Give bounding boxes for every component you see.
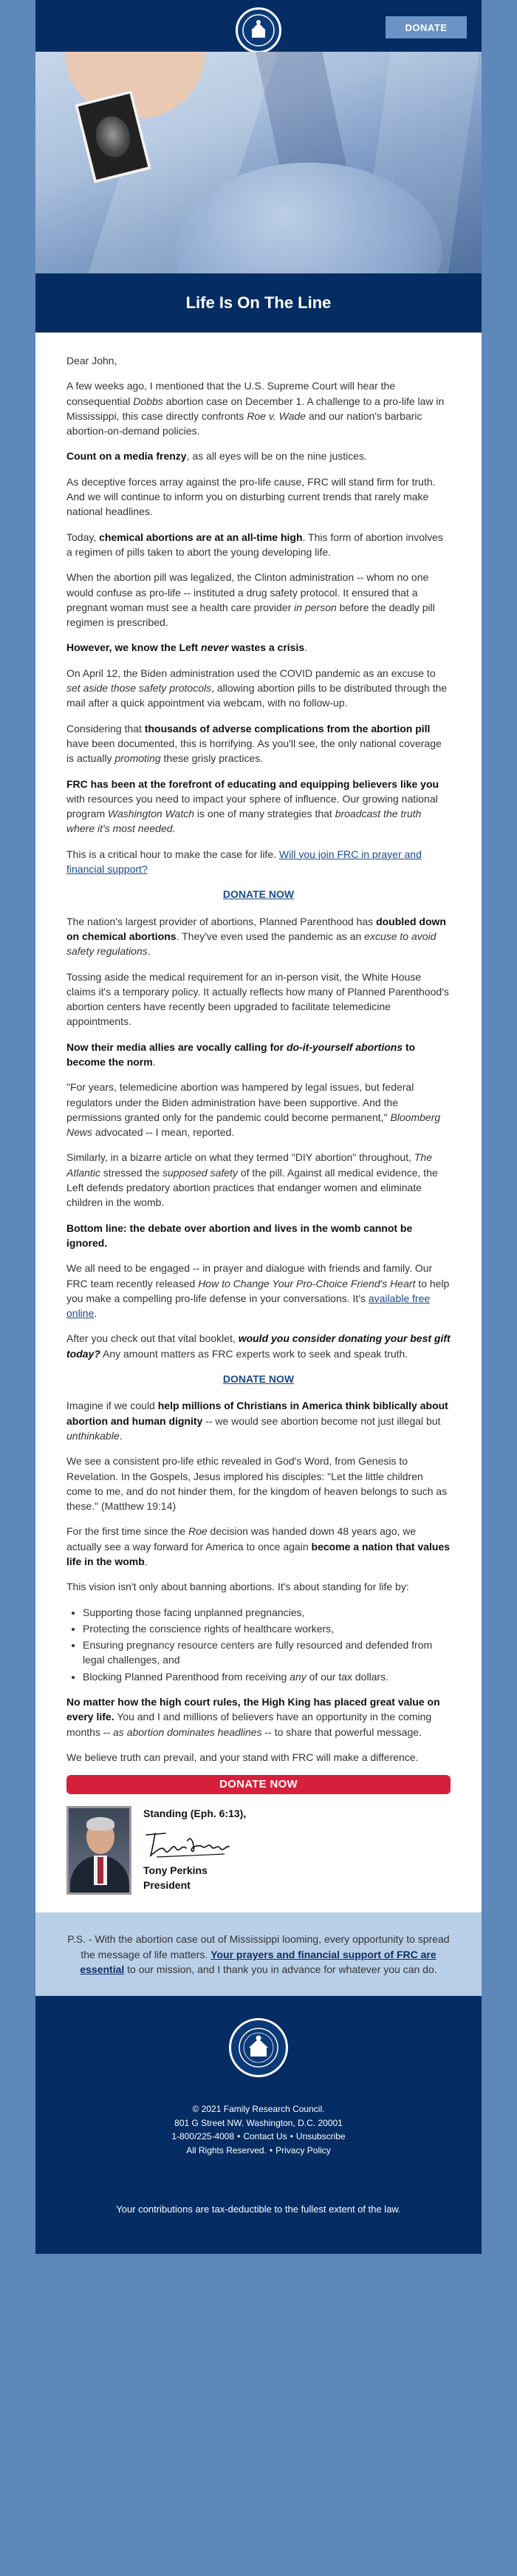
paragraph: We believe truth can prevail, and your stand with FRC will make a difference. <box>66 1751 419 1763</box>
paragraph: Bottom line: the debate over abortion and lives in the womb cannot be ignored. <box>66 1221 413 1249</box>
footer-address: 801 G Street NW. Washington, D.C. 20001 <box>174 2117 343 2128</box>
donate-now-button[interactable]: DONATE NOW <box>66 1775 451 1794</box>
paragraph: A few weeks ago, I mentioned that the U.S. Supreme Court will hear the consequential Dobbs abortion case on December 1. A challenge to a pro-life law in Mississippi, this case directly confronts Roe v. Wade and our nation's barbaric abortion-on-demand policies. <box>66 380 445 437</box>
postscript-section: P.S. - With the abortion case out of Mississippi looming, every opportunity to spread the message of life matters. Your prayers and financial support of FRC are essential to our mission, and I thank you in advance for whatever you can do. <box>35 1912 482 1996</box>
list-item: • Blocking Planned Parenthood from receiving any of our tax dollars. <box>83 1669 451 1684</box>
signer-title: President <box>143 1878 191 1891</box>
footer-rights: All Rights Reserved. <box>186 2144 267 2156</box>
paragraph: However, we know the Left never wastes a crisis. <box>66 641 308 654</box>
free-booklet-link[interactable]: available free online <box>66 1292 431 1320</box>
paragraph: For the first time since the Roe decision was handed down 48 years ago, we actually see a way forward for America to once again become a nation that values life in the womb. <box>66 1525 451 1567</box>
paragraph: This vision isn't only about banning abortions. It's about standing for life by: <box>66 1581 409 1593</box>
tony-perkins-photo <box>66 1806 131 1895</box>
closing-line: Standing (Eph. 6:13), <box>143 1807 247 1820</box>
paragraph: As deceptive forces array against the pro-life cause, FRC will stand firm for truth. And we will continue to inform you on disturbing current trends that rarely make national headlines. <box>66 475 436 518</box>
greeting: Dear John, <box>66 355 117 367</box>
letter-body <box>35 333 482 1912</box>
paragraph: Now their media allies are vocally calling for do-it-yourself abortions to become the norm. <box>66 1040 416 1068</box>
signature-block <box>66 1806 451 1895</box>
paragraph: No matter how the high court rules, the High King has placed great value on every life. You and I and millions of believers have an opportunity in the coming months -- as abortion dominates headlines -- to share that powerful message. <box>66 1696 440 1738</box>
bullet-list <box>83 1605 451 1684</box>
footer-privacy-link[interactable]: Privacy Policy <box>275 2144 331 2156</box>
headline-band <box>35 273 482 333</box>
paragraph: After you check out that vital booklet, would you consider donating your best gift today? Any amount matters as FRC experts work to seek and speak truth. <box>66 1332 451 1360</box>
email-container <box>35 0 482 2254</box>
ps-support-link[interactable]: Your prayers and financial support of FRC are essential <box>80 1948 436 1975</box>
frc-seal-icon[interactable] <box>236 7 281 53</box>
paragraph: Similarly, in a bizarre article on what they termed "DIY abortion" throughout, The Atlantic stressed the supposed safety of the pill. Against all medical evidence, the Left defends predatory abortion practices that endanger women and eliminate children in the womb. <box>66 1151 438 1209</box>
paragraph: "For years, telemedicine abortion was hampered by legal issues, but federal regulators under the Biden administration have been supportive. And the permissions granted only for the pandemic could become permanent," Bloomberg News advocated -- I mean, reported. <box>66 1081 441 1139</box>
list-item: • Ensuring pregnancy resource centers are fully resourced and defended from legal challenges, and <box>83 1638 451 1668</box>
list-item: • Protecting the conscience rights of healthcare workers, <box>83 1621 451 1636</box>
footer-unsubscribe-link[interactable]: Unsubscribe <box>295 2131 346 2142</box>
paragraph: FRC has been at the forefront of educating and equipping believers like you with resources you need to impact your sphere of influence. Our growing national program Washington Watch is one of many strategies that broadcast the truth where it's most needed. <box>66 777 439 835</box>
paragraph: We see a consistent pro-life ethic revealed in God's Word, from Genesis to Revelation. In the Gospels, Jesus implored his disciples: "Let the little children come to me, and do not hinder them, for the kingdom of heaven belongs to such as these." (Matthew 19:14) <box>66 1455 448 1513</box>
paragraph: On April 12, the Biden administration used the COVID pandemic as an excuse to set aside those safety protocols, allowing abortion pills to be distributed through the mail after a quick appointment via webcam, with no follow-up. <box>66 667 448 709</box>
paragraph: Count on a media frenzy, as all eyes will be on the nine justices. <box>66 450 367 463</box>
photo-tie <box>97 1857 103 1884</box>
headline-title: Life Is On The Line <box>185 293 332 312</box>
header-bar <box>35 0 482 52</box>
handwritten-signature <box>143 1826 232 1860</box>
signature-text <box>143 1806 246 1892</box>
footer <box>35 1996 482 2254</box>
paragraph: When the abortion pill was legalized, the Clinton administration -- whom no one would confuse as pro-life -- instituted a drug safety protocol. It ensured that a pregnant woman must see a health care provider in person before the deadly pill regimen is prescribed. <box>66 571 435 629</box>
ultrasound-image-icon <box>92 112 134 160</box>
footer-phone-link[interactable]: 1-800/225-4008 <box>171 2131 235 2142</box>
donate-now-link[interactable]: DONATE NOW <box>222 1373 295 1386</box>
paragraph: This is a critical hour to make the case for life. Will you join FRC in prayer and financial support? <box>66 848 422 876</box>
paragraph: Today, chemical abortions are at an all-time high. This form of abortion involves a regimen of pills taken to abort the young developing life. <box>66 531 443 558</box>
frc-seal-icon <box>229 2018 288 2077</box>
paragraph: The nation's largest provider of abortions, Planned Parenthood has doubled down on chemical abortions. They've even used the pandemic as an excuse to avoid safety regulations. <box>66 915 446 958</box>
join-frc-link[interactable]: Will you join FRC in prayer and financial support? <box>66 848 422 876</box>
photo-hair <box>86 1817 114 1830</box>
paragraph: Imagine if we could help millions of Christians in America think biblically about abortion and human dignity -- we would see abortion become not just illegal but unthinkable. <box>66 1400 448 1442</box>
paragraph: Tossing aside the medical requirement for an in-person visit, the White House claims it's a temporary policy. It actually reflects how many of Planned Parenthood's abortion centers have recently been upgraded to facilitate telemedicine appointments. <box>66 970 449 1028</box>
donate-now-link[interactable]: DONATE NOW <box>222 888 295 901</box>
list-item: • Supporting those facing unplanned pregnancies, <box>83 1605 451 1620</box>
footer-tax-note: Your contributions are tax-deductible to the fullest extent of the law. <box>116 2203 401 2215</box>
footer-contact-link[interactable]: Contact Us <box>243 2131 287 2142</box>
header-donate-button[interactable]: DONATE <box>386 16 467 38</box>
signer-name: Tony Perkins <box>143 1864 208 1876</box>
paragraph: Considering that thousands of adverse complications from the abortion pill have been documented, this is horrifying. As you'll see, the only national coverage is actually promoting these grisly practices. <box>66 722 442 765</box>
footer-copyright: © 2021 Family Research Council. <box>192 2104 325 2115</box>
paragraph: We all need to be engaged -- in prayer and dialogue with friends and family. Our FRC team recently released How to Change Your Pro-Choice Friend's Heart to help you make a compelling pro-life defense in your conversations. It's available free online. <box>66 1262 450 1320</box>
footer-links: 1-800/225-4008 • Contact Us • Unsubscribe <box>171 2131 346 2142</box>
footer-rights-row: All Rights Reserved. • Privacy Policy <box>186 2144 331 2156</box>
hero-image <box>35 52 482 273</box>
